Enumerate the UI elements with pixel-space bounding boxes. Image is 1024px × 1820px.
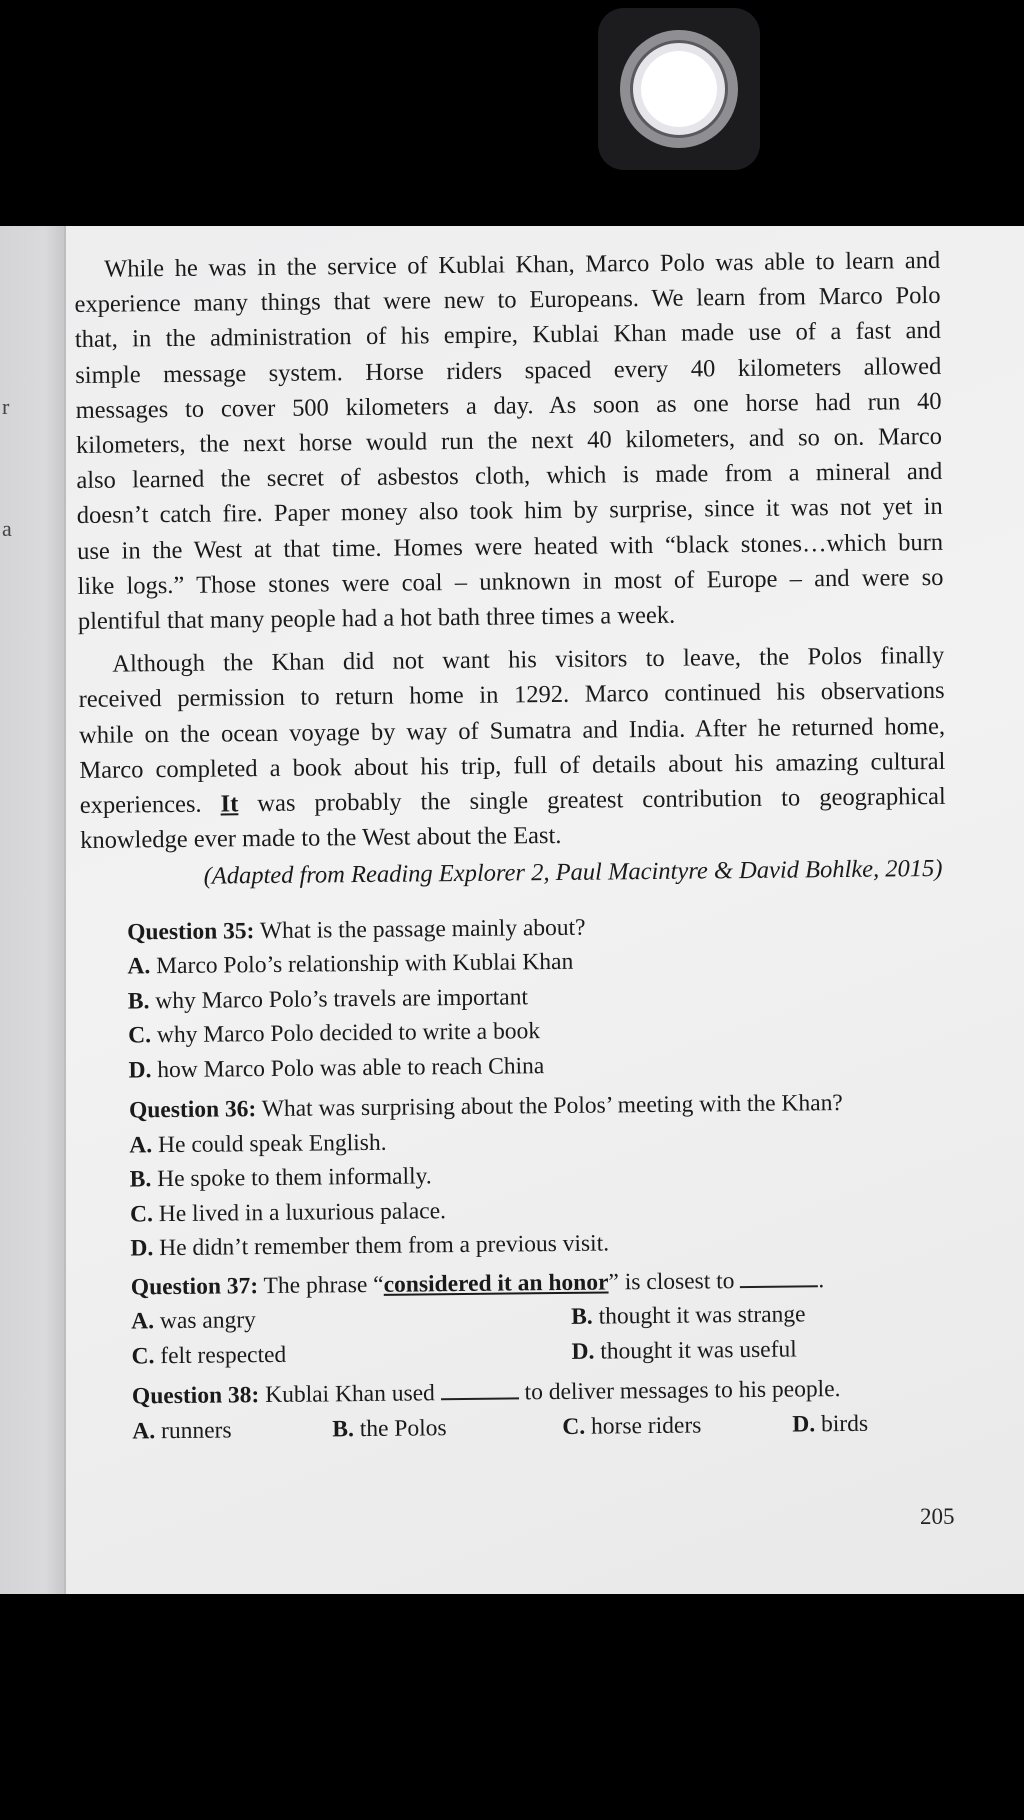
option-text: thought it was useful: [600, 1336, 797, 1365]
shutter-ring: [620, 30, 738, 148]
question-36: [83, 1085, 951, 1267]
option-text: horse riders: [590, 1412, 702, 1440]
question-text: to deliver messages to his people.: [524, 1376, 841, 1406]
option-letter: B.: [129, 1166, 152, 1193]
question-35: [81, 907, 949, 1089]
shutter-inner: [630, 40, 728, 138]
option-letter: D.: [571, 1338, 595, 1365]
passage-paragraph-2: [78, 638, 946, 858]
option-text: thought it was strange: [598, 1301, 806, 1330]
option-letter: A.: [129, 1131, 153, 1159]
previous-page-edge: [0, 226, 66, 1594]
question-label: Question 38:: [131, 1382, 260, 1410]
option-text: He didn’t remember them from a previous visit.: [159, 1230, 610, 1262]
option-text: the Polos: [359, 1414, 447, 1442]
question-label: Question 37:: [130, 1272, 259, 1301]
option-letter: A.: [127, 953, 151, 980]
question-text: ” is closest to: [608, 1267, 735, 1296]
answer-option[interactable]: [132, 1412, 332, 1449]
option-text: runners: [160, 1417, 232, 1444]
option-letter: B.: [571, 1303, 593, 1331]
underlined-phrase: considered it an honor: [383, 1269, 609, 1298]
option-text: birds: [820, 1410, 869, 1437]
text-line: received permission to return home in 1292. Marco continued his observations: [78, 677, 945, 714]
question-37: [85, 1262, 952, 1375]
option-text: how Marco Polo was able to reach China: [157, 1052, 545, 1083]
option-text: was angry: [159, 1307, 257, 1335]
text-line: experience many things that were new to Europeans. We learn from Marco Polo: [74, 282, 941, 319]
answer-option[interactable]: [131, 1300, 571, 1339]
page-content: [74, 243, 952, 1449]
option-letter: B.: [332, 1415, 355, 1443]
text-line: also learned the secret of asbestos cloth, which is made from a mineral and: [76, 458, 943, 495]
option-letter: D.: [128, 1056, 152, 1084]
text-line: messages to cover 500 kilometers a day. As soon as one horse had run 40: [75, 387, 942, 424]
option-letter: C.: [562, 1413, 586, 1440]
text-line: that, in the administration of his empire, Kublai Khan made use of a fast and: [74, 317, 942, 354]
text-line: plentiful that many people had a hot bath three times a week.: [77, 601, 676, 636]
options-grid: [131, 1296, 952, 1374]
text-line: doesn’t catch fire. Paper money also took him by surprise, since it was not yet in: [76, 493, 943, 530]
page-number: 205: [920, 1504, 955, 1529]
text-line: Marco completed a book about his trip, full of details about his amazing cultural: [79, 747, 946, 784]
question-text: What was surprising about the Polos’ meeting with the Khan?: [261, 1090, 843, 1123]
question-label: Question 36:: [128, 1096, 257, 1124]
source-citation: (Adapted from Reading Explorer 2, Paul Macintyre & David Bohlke, 2015): [203, 855, 943, 891]
option-text: He spoke to them informally.: [157, 1163, 432, 1193]
question-label: Question 35:: [126, 917, 255, 946]
option-letter: A.: [132, 1417, 156, 1445]
underlined-word-it: It: [220, 790, 239, 818]
text-line: knowledge ever made to the West about the East.: [80, 822, 562, 855]
option-letter: D.: [792, 1410, 816, 1438]
text-line: simple message system. Horse riders spaced every 40 kilometers allowed: [75, 352, 942, 389]
option-letter: C.: [131, 1342, 155, 1370]
answer-option[interactable]: [571, 1331, 951, 1369]
option-text: why Marco Polo’s travels are important: [155, 983, 529, 1014]
text-line: While he was in the service of Kublai Khan, Marco Polo was able to learn and: [104, 246, 941, 283]
text-line: use in the West at that time. Homes were heated with “black stones…which burn: [76, 528, 944, 565]
option-letter: B.: [127, 987, 150, 1015]
option-text: felt respected: [160, 1341, 287, 1369]
question-text: What is the passage mainly about?: [259, 914, 586, 944]
edge-mark: r: [2, 394, 10, 419]
option-letter: D.: [130, 1235, 154, 1262]
text-line: kilometers, the next horse would run the next 40 kilometers, and so on. Marco: [75, 422, 943, 460]
text-line: while on the ocean voyage by way of Sumatra and India. After he returned home,: [78, 712, 946, 749]
question-text: Kublai Khan used: [265, 1380, 435, 1409]
option-letter: C.: [128, 1022, 152, 1049]
edge-mark: a: [2, 516, 12, 541]
text-segment: experiences.: [79, 790, 202, 820]
answer-option[interactable]: [571, 1296, 951, 1334]
shutter-core: [641, 51, 717, 127]
text-line: Although the Khan did not want his visitors to leave, the Polos finally: [112, 642, 945, 678]
answer-blank: [740, 1265, 818, 1288]
answer-option[interactable]: [131, 1335, 571, 1374]
camera-shutter-button[interactable]: [598, 8, 760, 170]
option-text: Marco Polo’s relationship with Kublai Khan: [156, 948, 574, 980]
answer-option[interactable]: [130, 1223, 950, 1266]
text-line: like logs.” Those stones were coal – unknown in most of Europe – and were so: [77, 563, 944, 600]
answer-option[interactable]: [792, 1406, 952, 1442]
answer-blank: [441, 1378, 519, 1401]
option-text: He could speak English.: [157, 1129, 387, 1158]
question-title: Question 37: The phrase “considered it an honor” is closest to .: [130, 1266, 825, 1301]
answer-option[interactable]: [562, 1407, 792, 1444]
question-38: [86, 1371, 953, 1449]
photo-of-textbook-page: [0, 226, 1024, 1594]
answer-option[interactable]: [332, 1410, 562, 1447]
passage-paragraph-1: [74, 243, 944, 639]
option-letter: C.: [129, 1200, 154, 1228]
text-segment: was probably the single greatest contribution to geographical: [257, 782, 946, 818]
option-letter: A.: [131, 1308, 155, 1335]
question-text: The phrase “: [263, 1271, 384, 1299]
option-text: He lived in a luxurious palace.: [158, 1197, 447, 1227]
option-text: why Marco Polo decided to write a book: [156, 1018, 541, 1049]
